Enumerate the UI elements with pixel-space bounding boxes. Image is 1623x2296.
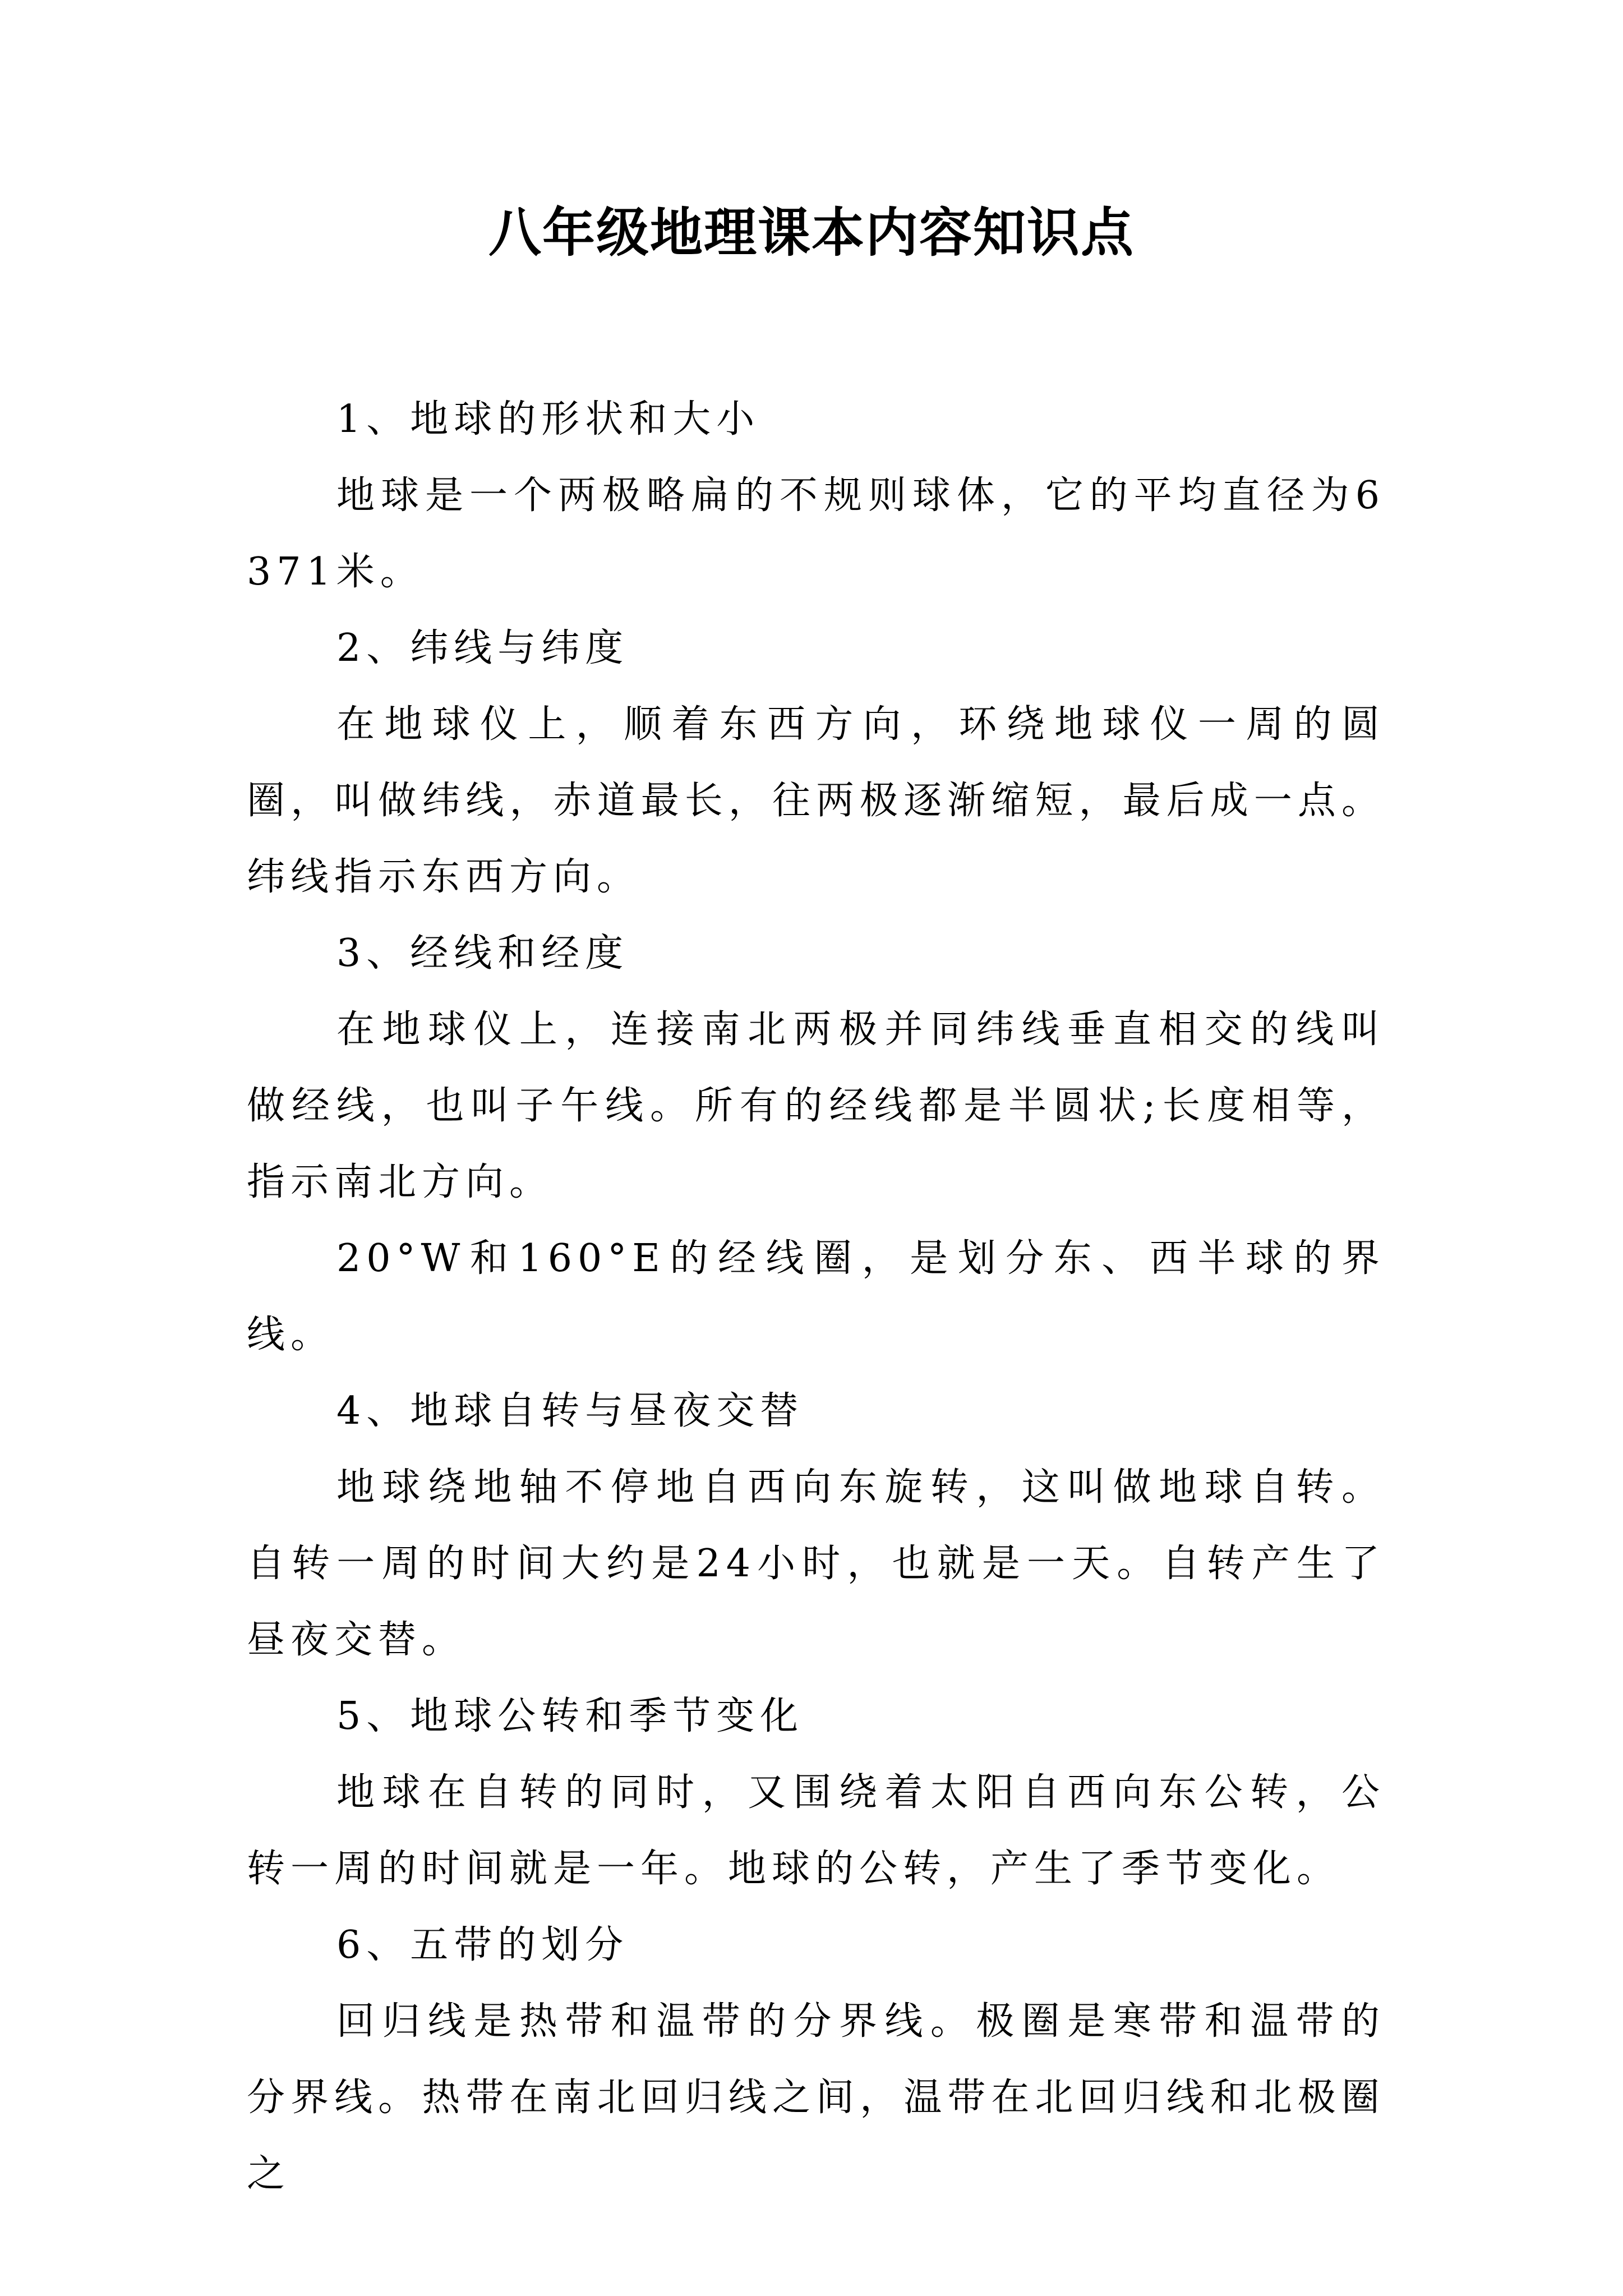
heading-revolution: 5、地球公转和季节变化 — [336, 1694, 804, 1738]
heading-longitude: 3、经线和经度 — [336, 931, 629, 976]
heading-shape-size: 1、地球的形状和大小 — [336, 397, 760, 441]
paragraph-revolution: 地球在自转的同时，又围绕着太阳自西向东公转，公转一周的时间就是一年。地球的公转，产生了季节变化。 — [247, 1770, 1385, 1891]
paragraph-shape-size: 地球是一个两极略扁的不规则球体，它的平均直径为6371米。 — [247, 473, 1385, 594]
document-title: 八年级地理课本内容知识点 — [488, 202, 1135, 264]
paragraph-longitude: 在地球仪上，连接南北两极并同纬线垂直相交的线叫做经线，也叫子午线。所有的经线都是半圆状;长度相等，指示南北方向。 — [247, 1007, 1385, 1204]
document-body — [247, 381, 1385, 2212]
heading-rotation: 4、地球自转与昼夜交替 — [336, 1389, 804, 1433]
paragraph-hemisphere-boundary: 20°W和160°E的经线圈，是划分东、西半球的界线。 — [247, 1236, 1385, 1357]
heading-five-zones: 6、五带的划分 — [336, 1923, 629, 1967]
heading-latitude: 2、纬线与纬度 — [336, 626, 629, 670]
paragraph-latitude: 在地球仪上，顺着东西方向，环绕地球仪一周的圆圈，叫做纬线，赤道最长，往两极逐渐缩短，最后成一点。纬线指示东西方向。 — [247, 702, 1385, 899]
paragraph-five-zones: 回归线是热带和温带的分界线。极圈是寒带和温带的分界线。热带在南北回归线之间，温带在北回归线和北极圈之 — [247, 1999, 1385, 2196]
paragraph-rotation: 地球绕地轴不停地自西向东旋转，这叫做地球自转。自转一周的时间大约是24小时，也就是一天。自转产生了昼夜交替。 — [247, 1465, 1385, 1662]
